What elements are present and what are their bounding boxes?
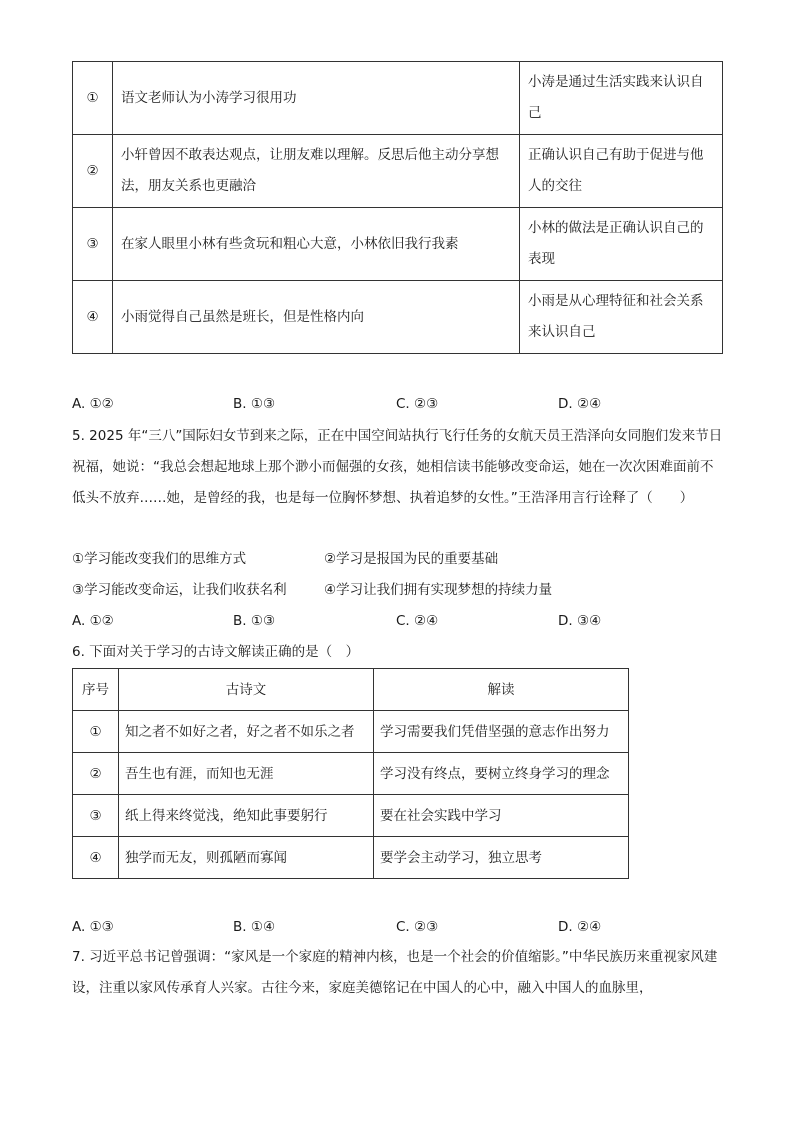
- q5-option-d[interactable]: D. ③④: [558, 613, 602, 629]
- header-poem: 古诗文: [119, 669, 374, 711]
- header-interpretation: 解读: [374, 669, 629, 711]
- self-knowledge-table: [72, 61, 723, 354]
- table-row: [73, 62, 723, 135]
- table-row: [73, 135, 723, 208]
- q6-stem: 6. 下面对关于学习的古诗文解读正确的是（ ）: [72, 644, 360, 660]
- q7-stem: 7. 习近平总书记曾强调：“家风是一个家庭的精神内核，也是一个社会的价值缩影。”中华民族历来重视家风建设，注重以家风传承育人兴家。古往今来，家庭美德铭记在中国人的心中，融入中国人的血脉里，: [72, 949, 718, 996]
- row-poem: 知之者不如好之者，好之者不如乐之者: [119, 711, 374, 753]
- row-number: ①: [73, 62, 113, 135]
- table-row: [73, 711, 629, 753]
- row-number: ③: [73, 208, 113, 281]
- row-content: 小轩曾因不敢表达观点，让朋友难以理解。反思后他主动分享想法，朋友关系也更融洽: [113, 135, 520, 208]
- row-judgment: 小涛是通过生活实践来认识自己: [520, 62, 723, 135]
- row-interpretation: 学习需要我们凭借坚强的意志作出努力: [374, 711, 629, 753]
- row-number: ②: [73, 753, 119, 795]
- table-row: [73, 795, 629, 837]
- q4-option-d[interactable]: D. ②④: [558, 396, 602, 412]
- q5-item-2: ②学习是报国为民的重要基础: [324, 551, 499, 567]
- q5-item-3: ③学习能改变命运，让我们收获名利: [72, 582, 287, 598]
- q5-option-c[interactable]: C. ②④: [396, 613, 439, 629]
- q6-option-d[interactable]: D. ②④: [558, 919, 602, 935]
- q5-option-a[interactable]: A. ①②: [72, 613, 114, 629]
- row-interpretation: 要学会主动学习，独立思考: [374, 837, 629, 879]
- row-poem: 纸上得来终觉浅，绝知此事要躬行: [119, 795, 374, 837]
- q6-option-b[interactable]: B. ①④: [233, 919, 276, 935]
- row-judgment: 小林的做法是正确认识自己的表现: [520, 208, 723, 281]
- ancient-poem-table: [72, 668, 629, 879]
- row-number: ④: [73, 837, 119, 879]
- table-row: [73, 208, 723, 281]
- row-number: ①: [73, 711, 119, 753]
- row-content: 在家人眼里小林有些贪玩和粗心大意，小林依旧我行我素: [113, 208, 520, 281]
- table-row: [73, 281, 723, 354]
- row-poem: 吾生也有涯，而知也无涯: [119, 753, 374, 795]
- row-number: ④: [73, 281, 113, 354]
- q5-option-b[interactable]: B. ①③: [233, 613, 276, 629]
- q6-option-c[interactable]: C. ②③: [396, 919, 439, 935]
- table-header-row: [73, 669, 629, 711]
- row-poem: 独学而无友，则孤陋而寡闻: [119, 837, 374, 879]
- row-number: ②: [73, 135, 113, 208]
- header-number: 序号: [73, 669, 119, 711]
- table-row: [73, 753, 629, 795]
- q5-stem: 5. 2025 年“三八”国际妇女节到来之际，正在中国空间站执行飞行任务的女航天员王浩泽向女同胞们发来节日祝福，她说：“我总会想起地球上那个渺小而倔强的女孩，她相信读书能够改变命运，她在一次次困难面前不低头不放弃……她，是曾经的我，也是每一位胸怀梦想、执着追梦的女性。”王浩泽用言行诠释了（ ）: [72, 428, 723, 506]
- row-judgment: 正确认识自己有助于促进与他人的交往: [520, 135, 723, 208]
- q6-option-a[interactable]: A. ①③: [72, 919, 114, 935]
- table-row: [73, 837, 629, 879]
- q4-option-b[interactable]: B. ①③: [233, 396, 276, 412]
- q4-option-a[interactable]: A. ①②: [72, 396, 114, 412]
- q5-item-4: ④学习让我们拥有实现梦想的持续力量: [324, 582, 553, 598]
- row-interpretation: 学习没有终点，要树立终身学习的理念: [374, 753, 629, 795]
- row-number: ③: [73, 795, 119, 837]
- row-content: 语文老师认为小涛学习很用功: [113, 62, 520, 135]
- row-interpretation: 要在社会实践中学习: [374, 795, 629, 837]
- row-judgment: 小雨是从心理特征和社会关系来认识自己: [520, 281, 723, 354]
- q5-item-1: ①学习能改变我们的思维方式: [72, 551, 247, 567]
- q4-option-c[interactable]: C. ②③: [396, 396, 439, 412]
- row-content: 小雨觉得自己虽然是班长，但是性格内向: [113, 281, 520, 354]
